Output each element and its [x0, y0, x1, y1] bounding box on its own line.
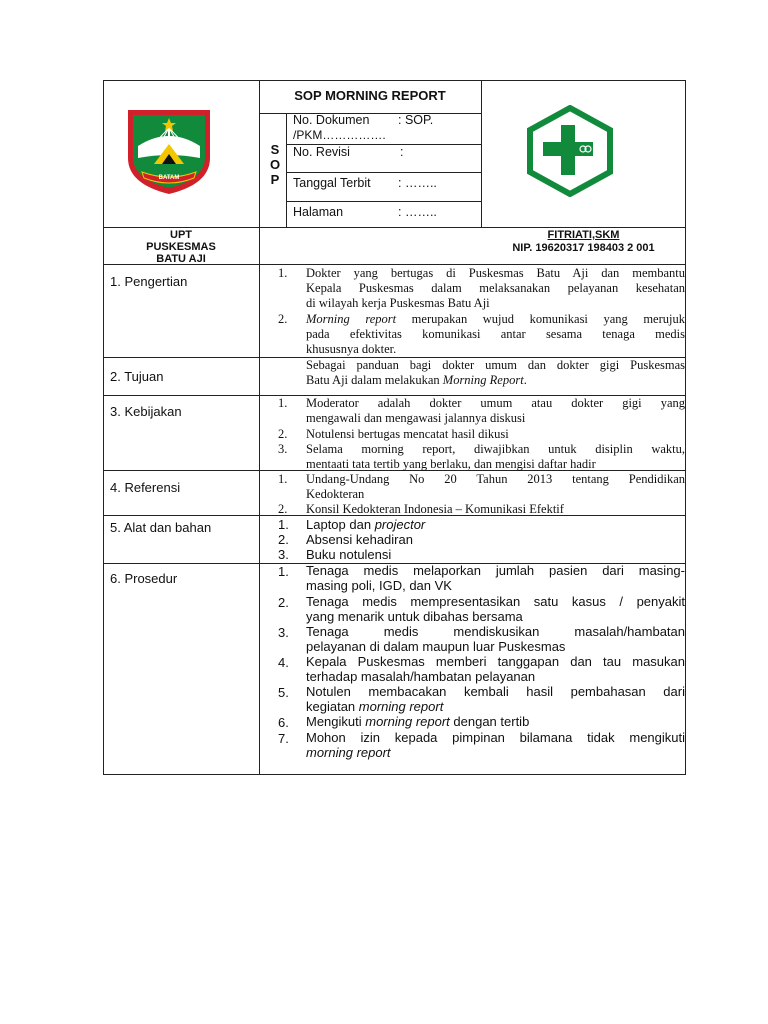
list-number: 7.: [278, 731, 289, 746]
list-number: 2.: [278, 502, 288, 516]
sop-letter-divider: [286, 113, 287, 227]
text-line: [306, 312, 685, 327]
column-divider: [259, 80, 260, 775]
sop-vertical-label: [266, 142, 284, 187]
text-span: Laptop dan: [306, 517, 375, 532]
batam-emblem-logo: [124, 106, 214, 196]
text-line: Kepala Puskesmas dalam melaksanakan pelayanan kesehatan: [306, 281, 685, 295]
sop-letter: P: [270, 172, 280, 187]
text-line: mengawali dan mengawasi jalannya diskusi: [306, 411, 526, 425]
text-line: khususnya dokter.: [306, 342, 397, 356]
text-line: masing poli, IGD, dan VK: [306, 577, 452, 593]
text-line: pada efektivitas komunikasi antar sesama tenaga medis: [306, 327, 685, 341]
signer-nip: NIP. 19620317 198403 2 001: [512, 242, 655, 254]
text-line: Sebagai panduan bagi dokter umum dan dokter gigi Puskesmas: [306, 358, 685, 372]
italic-term: projector: [374, 517, 426, 532]
text-line: Notulensi bertugas mencatat hasil dikusi: [306, 427, 509, 441]
text-line: [306, 700, 685, 715]
text-line: yang menarik untuk dibahas bersama: [306, 608, 523, 624]
list-item: [306, 731, 685, 760]
text-line: [306, 746, 685, 761]
list-number: 1.: [278, 517, 289, 532]
list-number: 4.: [278, 655, 289, 670]
text-span: dengan tertib: [449, 714, 530, 729]
label-pengertian: 1. Pengertian: [110, 274, 188, 289]
text-span: Batu Aji dalam melakukan: [306, 373, 443, 387]
unit-line: BATU AJI: [156, 253, 206, 265]
list-item: [306, 625, 685, 654]
label-kebijakan: 3. Kebijakan: [110, 404, 182, 419]
header-rule: [103, 227, 686, 228]
text-span: Mengikuti: [306, 714, 366, 729]
text-line: Moderator adalah dokter umum atau dokter gigi yang: [306, 396, 685, 410]
field-no-dokumen-label: No. Dokumen: [293, 113, 370, 127]
list-number: 2.: [278, 427, 288, 441]
label-referensi: 4. Referensi: [110, 480, 181, 495]
list-item: [306, 427, 685, 442]
label-alat-dan-bahan: 5. Alat dan bahan: [110, 520, 212, 535]
label-tujuan: 2. Tujuan: [110, 369, 164, 384]
text-line: [306, 715, 685, 730]
list-item: [306, 396, 685, 426]
list-item: Absensi kehadiran: [306, 532, 413, 547]
text-span: kegiatan: [306, 698, 359, 714]
list-item: [306, 564, 685, 593]
text-line: di wilayah kerja Puskesmas Batu Aji: [306, 296, 490, 310]
text-line: Notulen membacakan kembali hasil pembahasan dari: [306, 684, 685, 699]
unit-line: PUSKESMAS: [146, 241, 216, 253]
list-item: [306, 517, 425, 532]
field-halaman-value: : ……..: [398, 205, 437, 219]
list-item: [306, 472, 685, 502]
list-item: [306, 685, 685, 714]
text-line: pelayanan di dalam maupun luar Puskesmas: [306, 638, 566, 654]
document-title: SOP MORNING REPORT: [294, 88, 446, 103]
list-item: [306, 655, 685, 684]
text-line: Tenaga medis melaporkan jumlah pasien dari masing-: [306, 563, 685, 578]
list-item: [306, 266, 685, 311]
text-line: Selama morning report, diwajibkan untuk disiplin waktu,: [306, 442, 685, 456]
field-no-dokumen-value: : SOP.: [398, 113, 434, 127]
list-number: 2.: [278, 595, 289, 610]
list-item: [306, 595, 685, 624]
text-line: Kepala Puskesmas memberi tanggapan dan tau masukan: [306, 654, 685, 669]
list-number: 2.: [278, 312, 288, 326]
header-right-divider: [481, 80, 482, 227]
italic-term: morning report: [306, 744, 391, 760]
text-line: Tenaga medis mendiskusikan masalah/hambatan: [306, 624, 685, 639]
field-tanggal-terbit-label: Tanggal Terbit: [293, 176, 371, 190]
text-line: Tenaga medis mempresentasikan satu kasus / penyakit: [306, 594, 685, 609]
puskesmas-logo: [526, 105, 614, 197]
list-number: 5.: [278, 685, 289, 700]
text-line: Dokter yang bertugas di Puskesmas Batu Aji dan membantu: [306, 266, 685, 280]
list-item: [306, 442, 685, 472]
sop-letter: O: [269, 157, 281, 172]
unit-line: UPT: [170, 229, 192, 241]
list-number: 1.: [278, 266, 288, 280]
text-line: Kedokteran: [306, 487, 365, 501]
text-line: Mohon izin kepada pimpinan bilamana tidak mengikuti: [306, 730, 685, 745]
list-item: [306, 715, 685, 730]
field-tanggal-terbit-value: : ……..: [398, 176, 437, 190]
text-line: Konsil Kedokteran Indonesia – Komunikasi Efektif: [306, 502, 564, 516]
text-line: [306, 373, 685, 388]
list-item: [306, 312, 685, 357]
text-line: Undang-Undang No 20 Tahun 2013 tentang Pendidikan: [306, 472, 685, 486]
signer-name: FITRIATI,SKM: [547, 229, 620, 241]
sop-letter: S: [270, 142, 280, 157]
list-number: 1.: [278, 564, 289, 579]
field-rule: [286, 172, 481, 173]
field-no-revisi-value: :: [400, 145, 404, 159]
text-span: .: [523, 373, 527, 387]
label-prosedur: 6. Prosedur: [110, 571, 178, 586]
field-no-dokumen-value-continued: /PKM…………….: [293, 128, 386, 142]
italic-term: Morning report: [306, 312, 397, 326]
text-line: terhadap masalah/hambatan pelayanan: [306, 668, 536, 684]
list-number: 3.: [278, 625, 289, 640]
field-rule: [286, 201, 481, 202]
text-span: merupakan wujud komunikasi yang merujuk: [396, 312, 685, 326]
field-no-revisi-label: No. Revisi: [293, 145, 350, 159]
list-number: 3.: [278, 442, 288, 456]
italic-term: Morning Report: [442, 373, 524, 387]
list-number: 3.: [278, 547, 289, 562]
list-number: 1.: [278, 396, 288, 410]
list-number: 2.: [278, 532, 289, 547]
list-item: [306, 502, 685, 517]
tujuan-text: [306, 358, 685, 388]
list-number: 6.: [278, 715, 289, 730]
unit-name: [103, 229, 259, 265]
list-item: Buku notulensi: [306, 547, 392, 562]
field-halaman-label: Halaman: [293, 205, 344, 219]
italic-term: morning report: [365, 714, 450, 729]
italic-term: morning report: [358, 698, 444, 714]
svg-text:BATAM: BATAM: [158, 175, 180, 181]
list-number: 1.: [278, 472, 288, 486]
text-line: mentaati tata tertib yang berlaku, dan mengisi daftar hadir: [306, 457, 596, 471]
